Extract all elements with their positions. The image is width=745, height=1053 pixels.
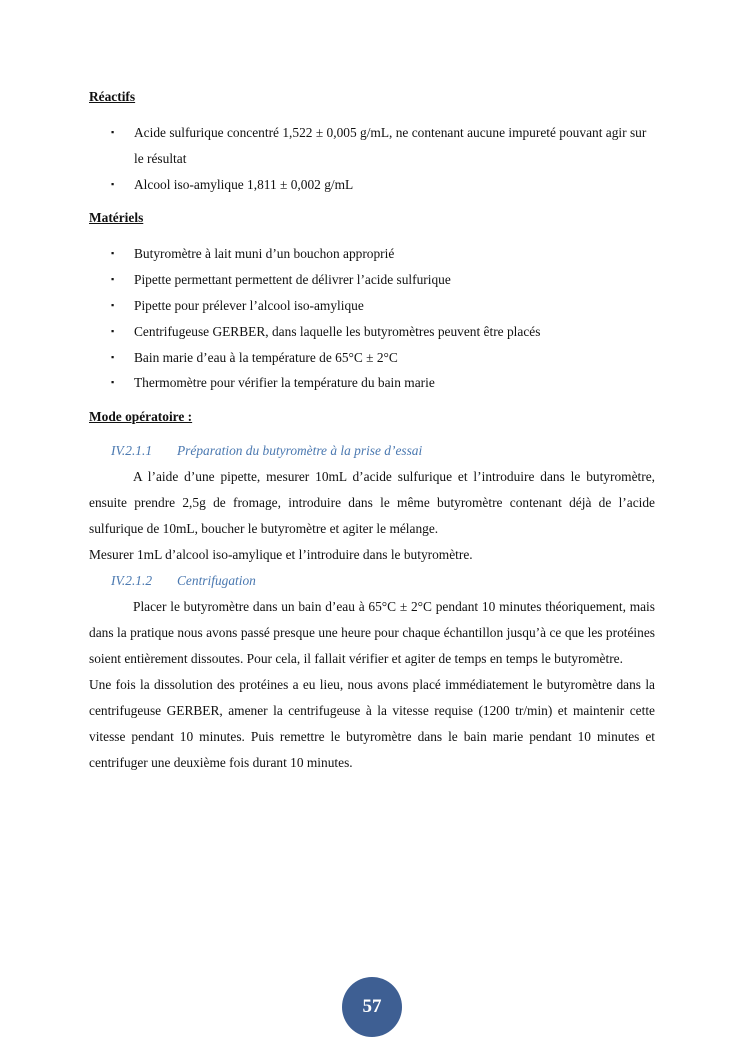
list-item-text: Alcool iso-amylique 1,811 ± 0,002 g/mL xyxy=(134,176,354,192)
paragraph: Mesurer 1mL d’alcool iso-amylique et l’introduire dans le butyromètre. xyxy=(89,547,473,563)
list-item xyxy=(89,345,655,371)
paragraph: A l’aide d’une pipette, mesurer 10mL d’acide sulfurique et l’introduire dans le butyromètre, ensuite prendre 2,5g de fromage, introduire dans le même butyromètre contenant déjà de l’acide sulfurique de 10mL, boucher le butyromètre et agiter le mélange. xyxy=(89,469,655,537)
page-number-badge: 57 xyxy=(342,977,402,1037)
subsection-heading-preparation xyxy=(89,438,655,464)
list-item xyxy=(89,267,655,293)
paragraph: Une fois la dissolution des protéines a eu lieu, nous avons placé immédiatement le butyromètre dans la centrifugeuse GERBER, amener la centrifugeuse à la vitesse requise (1200 tr/min) et maintenir cette vitesse pendant 10 minutes. Puis remettre le butyromètre dans le bain marie pendant 10 minutes et centrifuger une deuxième fois durant 10 minutes. xyxy=(89,677,655,771)
list-item-text: Pipette permettant permettent de délivrer l’acide sulfurique xyxy=(134,272,451,288)
list-item-text: Pipette pour prélever l’alcool iso-amylique xyxy=(134,297,364,313)
list-item xyxy=(89,293,655,319)
list-item xyxy=(89,120,655,172)
bullet-icon: ▪ xyxy=(111,127,115,137)
document-page xyxy=(89,86,655,776)
list-item xyxy=(89,370,655,396)
subsection-title: Préparation du butyromètre à la prise d’essai xyxy=(177,443,423,459)
list-item xyxy=(89,172,655,198)
bullet-icon: ▪ xyxy=(111,248,115,259)
paragraph: Placer le butyromètre dans un bain d’eau à 65°C ± 2°C pendant 10 minutes théoriquement, mais dans la pratique nous avons passé presque une heure pour chaque échantillon jusqu’à ce que les protéines soient entièrement dissoutes. Pour cela, il fallait vérifier et agiter de temps en temps le butyromètre. xyxy=(89,599,655,667)
materiels-list xyxy=(89,241,655,396)
reactifs-list xyxy=(89,120,655,197)
section-title-reactifs: Réactifs xyxy=(89,89,136,104)
bullet-icon: ▪ xyxy=(111,377,115,388)
bullet-icon: ▪ xyxy=(111,325,115,336)
section-title-mode-operatoire: Mode opératoire : xyxy=(89,409,193,425)
list-item-text: Thermomètre pour vérifier la température du bain marie xyxy=(134,375,435,391)
section-title-materiels: Matériels xyxy=(89,210,144,226)
subsection-number: IV.2.1.1 xyxy=(111,443,153,459)
subsection-number: IV.2.1.2 xyxy=(111,573,153,589)
subsection-title: Centrifugation xyxy=(177,573,256,589)
list-item-text: Butyromètre à lait muni d’un bouchon approprié xyxy=(134,246,395,262)
list-item xyxy=(89,241,655,267)
bullet-icon: ▪ xyxy=(111,299,115,310)
bullet-icon: ▪ xyxy=(111,274,115,285)
bullet-icon: ▪ xyxy=(111,351,115,362)
list-item xyxy=(89,319,655,345)
list-item-text: Centrifugeuse GERBER, dans laquelle les butyromètres peuvent être placés xyxy=(134,323,541,339)
list-item-text: Acide sulfurique concentré 1,522 ± 0,005 g/mL, ne contenant aucune impureté pouvant agir sur le résultat xyxy=(134,125,647,166)
bullet-icon: ▪ xyxy=(111,178,115,189)
subsection-heading-centrifugation xyxy=(89,568,655,594)
list-item-text: Bain marie d’eau à la température de 65°C ± 2°C xyxy=(134,349,398,365)
